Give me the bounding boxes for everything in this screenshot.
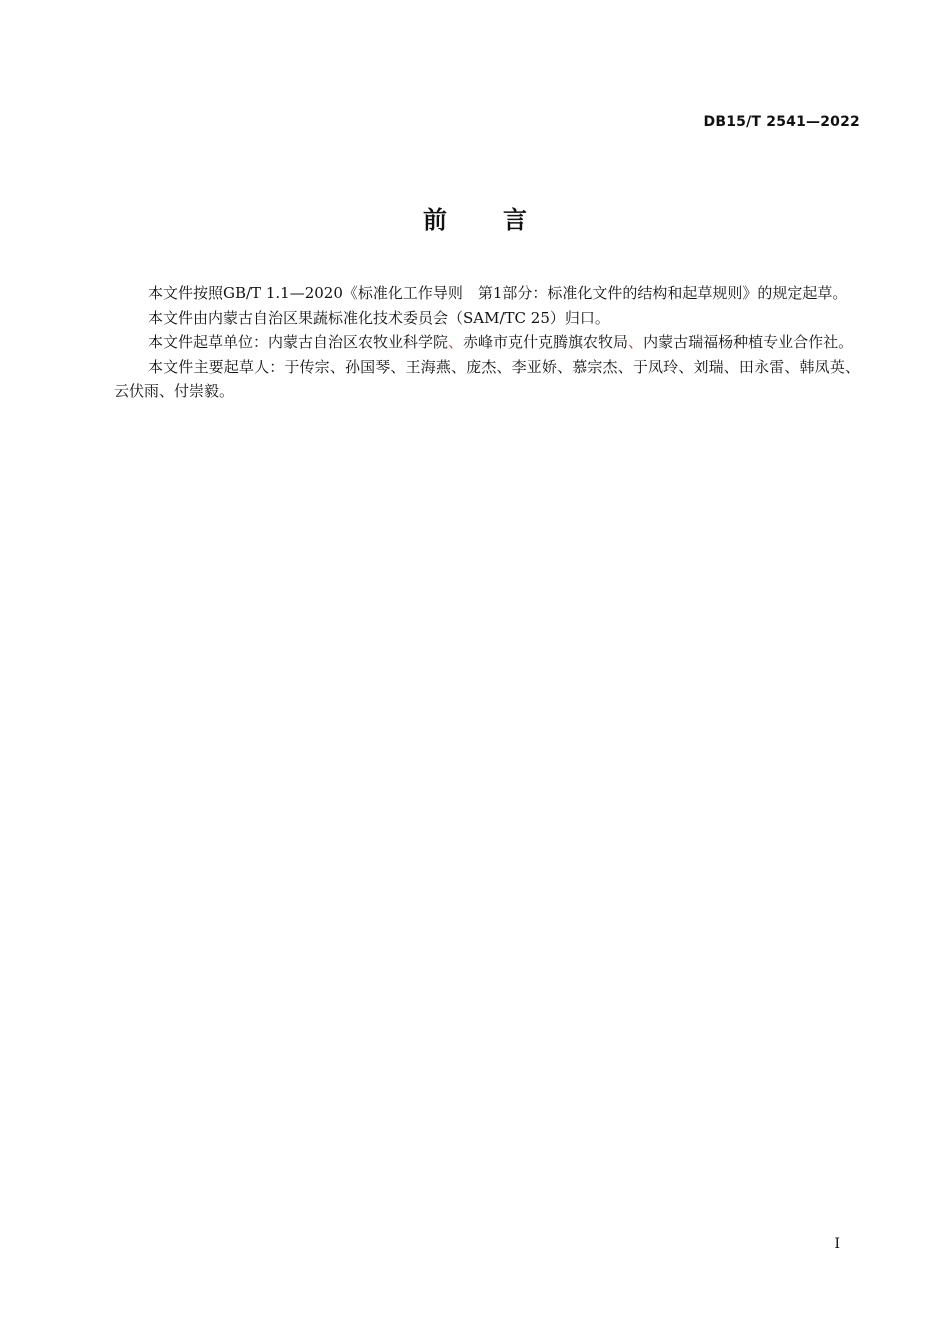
paragraph-responsible-committee: 本文件由内蒙古自治区果蔬标准化技术委员会（SAM/TC 25）归口。 (148, 308, 610, 327)
drafting-unit-2: 赤峰市克什克腾旗农牧局 (463, 333, 629, 351)
page-number: I (834, 1236, 840, 1252)
page-title (0, 200, 950, 235)
paragraph-drafting-units (114, 330, 860, 355)
drafting-unit-1: 本文件起草单位：内蒙古自治区农牧业科学院 (148, 333, 449, 351)
unit-separator: 、 (628, 333, 644, 351)
paragraph-drafters: 本文件主要起草人：于传宗、孙国琴、王海燕、庞杰、李亚娇、慕宗杰、于凤玲、刘瑞、田永雷、韩凤英、云伏雨、付崇毅。 (114, 357, 860, 400)
document-code: DB15/T 2541—2022 (703, 114, 860, 130)
unit-separator: 、 (448, 333, 464, 351)
paragraph-drafting-basis: 本文件按照GB/T 1.1—2020《标准化工作导则 第1部分：标准化文件的结构和起草规则》的规定起草。 (148, 284, 848, 302)
drafting-unit-3: 内蒙古瑞福杨种植专业合作社。 (643, 333, 854, 351)
title-char-2: 言 (503, 206, 527, 234)
title-char-1: 前 (423, 206, 447, 234)
foreword-body (114, 281, 860, 404)
